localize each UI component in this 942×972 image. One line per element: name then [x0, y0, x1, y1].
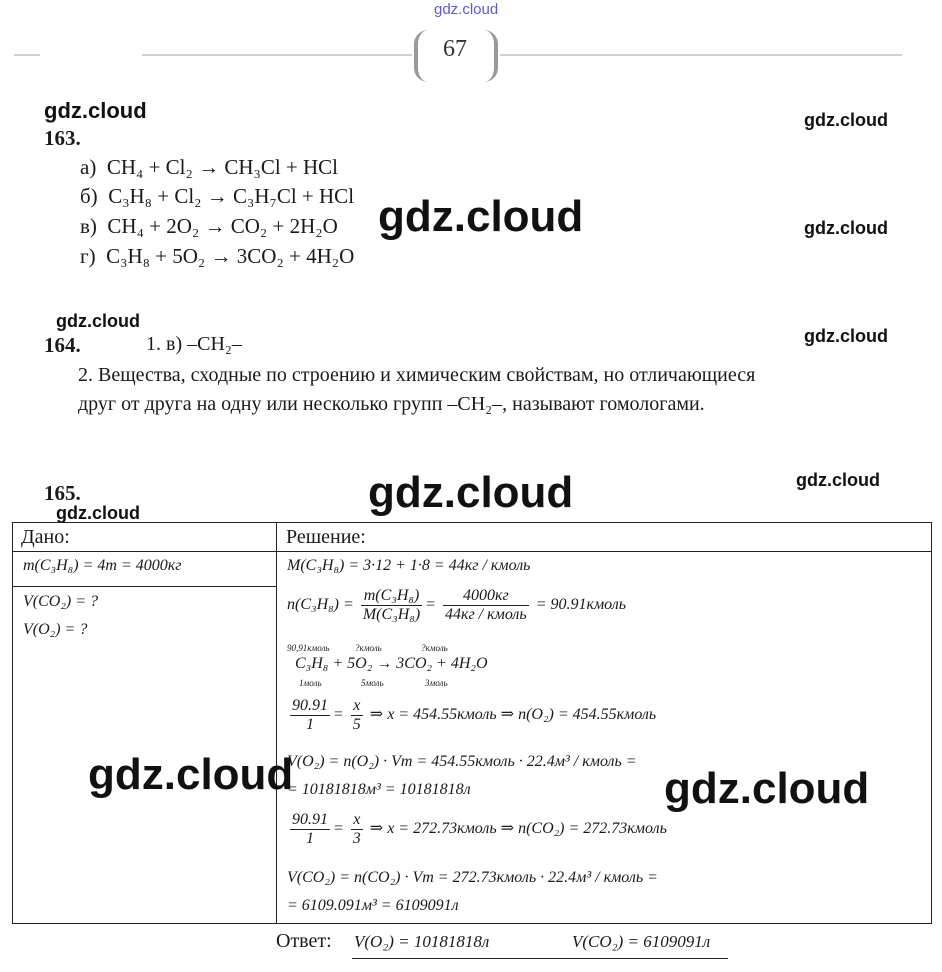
amount-fraction-symbolic	[361, 587, 422, 624]
equation-products: CO₂ + 2H₂O	[230, 214, 338, 238]
equation-d	[80, 244, 354, 269]
equation-products: CH₃Cl + HCl	[224, 155, 339, 179]
task-165-number: 165.	[44, 481, 81, 505]
proportion-fraction-left	[290, 697, 330, 734]
arrow-icon: →	[198, 155, 220, 179]
molar-mass-line: M(C₃H₈) = 3·12 + 1·8 = 44кг / кмоль	[287, 557, 531, 574]
watermark: gdz.cloud	[804, 326, 888, 346]
watermark-top: gdz.cloud	[434, 1, 499, 18]
proportion-fraction-right	[351, 697, 363, 734]
fraction-numerator: x	[351, 811, 363, 830]
equation-label: г)	[80, 244, 96, 268]
answer-co2: V(CO₂) = 6109091л	[572, 932, 711, 951]
equation-reactants: C₃H₈ + Cl₂	[108, 184, 202, 208]
equation-c	[80, 214, 338, 239]
solution-header: Решение:	[286, 526, 366, 548]
watermark-large: gdz.cloud	[88, 750, 294, 799]
given-divider	[13, 586, 276, 587]
reaction-under-1: 1моль	[299, 678, 322, 688]
watermark: gdz.cloud	[804, 218, 888, 238]
watermark-large: gdz.cloud	[368, 468, 574, 517]
equation-reactants: CH₄ + Cl₂	[106, 155, 193, 179]
answer-label: Ответ:	[276, 930, 332, 952]
amount-fraction-numeric	[443, 587, 529, 624]
arrow-icon: →	[206, 184, 228, 208]
watermark-large: gdz.cloud	[378, 192, 584, 241]
page-number: 67	[443, 36, 467, 62]
header-rule-right	[500, 54, 902, 56]
proportion-o2: $\frac{90.91}{1}$ = $\frac{x}{5}$ ⇒ x = 454.55кмоль ⇒ n(O₂) = 454.55кмоль	[292, 697, 657, 733]
proportion-co2: $\frac{90.91}{1}$ = $\frac{x}{3}$ ⇒ x = 272.73кмоль ⇒ n(CO₂) = 272.73кмоль	[292, 811, 667, 847]
fraction-numerator: 90.91	[292, 697, 328, 714]
volume-o2-line-2: = 10181818м³ = 10181818л	[287, 781, 471, 798]
given-header: Дано:	[21, 526, 70, 548]
task-164-answer-2: 2. Вещества, сходные по строению и химическим свойствам, но отличающиеся	[78, 364, 756, 386]
volume-co2-line-2: = 6109.091м³ = 6109091л	[287, 897, 459, 914]
equation-products: 3CO₂ + 4H₂O	[236, 244, 355, 268]
header-divider	[13, 551, 931, 552]
reaction-over-1: 90,91кмоль	[287, 643, 330, 653]
arrow-icon: →	[210, 244, 232, 268]
proportion-fraction-left	[290, 811, 330, 848]
fraction-denominator: 5	[352, 716, 361, 733]
fraction-denominator: 1	[306, 830, 314, 847]
task-164-answer-2-cont: друг от друга на одну или несколько групп –CH₂–, называют гомологами.	[78, 393, 705, 415]
amount-line: n(C₃H₈) = $\frac{\text{m(C₃H₈)}}{\text{M(C₃H₈)}}$ = 4000кг 44кг / кмоль = 90.91кмоль	[287, 587, 627, 623]
watermark: gdz.cloud	[796, 470, 880, 490]
equation-a	[80, 155, 338, 180]
fraction-numerator: 4000кг	[443, 587, 529, 606]
equation-b	[80, 184, 354, 209]
reaction-over-2: ?кмоль	[355, 643, 382, 653]
amount-lhs: n(C₃H₈) =	[287, 596, 354, 614]
proportion-result: ⇒ x = 454.55кмоль ⇒ n(O₂) = 454.55кмоль	[369, 706, 657, 724]
equation-reactants: CH₄ + 2O₂	[107, 214, 200, 238]
volume-o2-line-1: V(O₂) = n(O₂) · Vm = 454.55кмоль · 22.4м³ / кмоль =	[287, 753, 637, 770]
given-mass: m(C₃H₈) = 4т = 4000кг	[23, 557, 182, 574]
volume-co2-line-1: V(CO₂) = n(CO₂) · Vm = 272.73кмоль · 22.4м³ / кмоль =	[287, 869, 658, 886]
column-divider	[276, 523, 277, 923]
solution-table	[12, 522, 932, 924]
proportion-result: ⇒ x = 272.73кмоль ⇒ n(CO₂) = 272.73кмоль	[369, 820, 667, 838]
watermark: gdz.cloud	[56, 311, 140, 331]
fraction-numerator: m(C₃H₈)	[361, 587, 422, 606]
fraction-denominator: 1	[306, 716, 314, 733]
find-o2-volume: V(O₂) = ?	[23, 621, 88, 638]
task-164-answer-1: 1. в) –CH₂–	[146, 333, 242, 355]
equation-products: C₃H₇Cl + HCl	[233, 184, 355, 208]
reaction-over-3: ?кмоль	[421, 643, 448, 653]
equation-label: б)	[80, 184, 98, 208]
fraction-denominator: 3	[352, 830, 361, 847]
amount-result: = 90.91кмоль	[535, 596, 627, 614]
header-rule-left-short	[14, 54, 40, 56]
reaction-equation: C₃H₈ + 5O₂ → 3CO₂ + 4H₂O	[295, 655, 488, 672]
watermark-large: gdz.cloud	[664, 764, 870, 813]
watermark: gdz.cloud	[56, 503, 140, 523]
arrow-icon: →	[204, 214, 226, 238]
reaction-under-2: 5моль	[361, 678, 384, 688]
task-164-number: 164.	[44, 333, 81, 357]
proportion-fraction-right	[351, 811, 363, 848]
equation-label: а)	[80, 155, 97, 179]
header-rule-left	[142, 54, 412, 56]
fraction-denominator: 44кг / кмоль	[444, 606, 527, 623]
fraction-numerator: 90.91	[292, 811, 328, 828]
fraction-numerator: x	[351, 697, 363, 716]
task-163-number: 163.	[44, 126, 81, 150]
equation-reactants: C₃H₈ + 5O₂	[106, 244, 206, 268]
equation-label: в)	[80, 214, 97, 238]
watermark: gdz.cloud	[804, 110, 888, 130]
answer-o2: V(O₂) = 10181818л	[354, 932, 490, 951]
watermark: gdz.cloud	[44, 98, 147, 123]
fraction-denominator: M(C₃H₈)	[362, 606, 421, 623]
reaction-under-3: 3моль	[425, 678, 448, 688]
find-co2-volume: V(CO₂) = ?	[23, 593, 99, 610]
